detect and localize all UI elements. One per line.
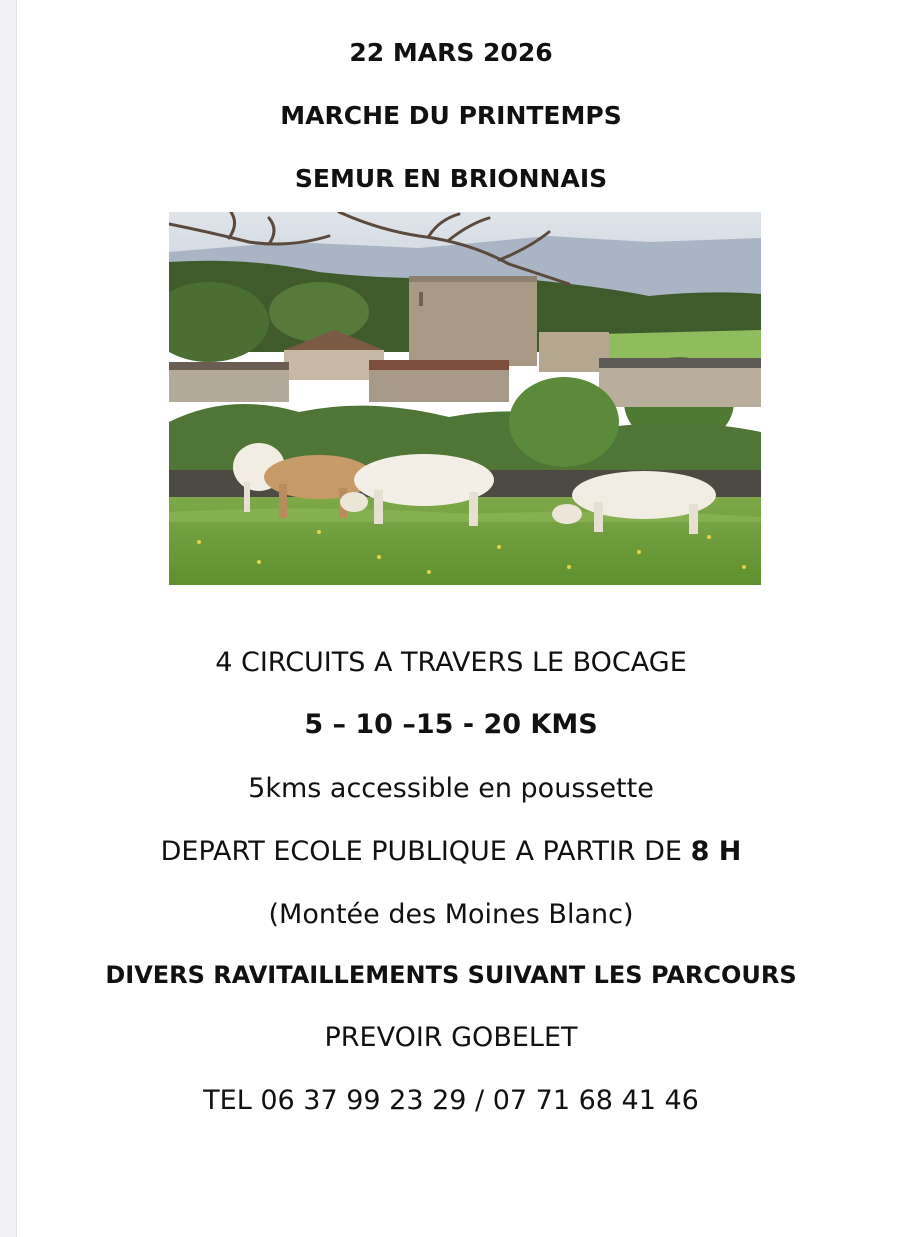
supplies-line: DIVERS RAVITAILLEMENTS SUIVANT LES PARCOURS (105, 961, 797, 989)
event-title: MARCHE DU PRINTEMPS (280, 101, 622, 130)
flyer-page (16, 0, 900, 1237)
landscape-photo (169, 212, 761, 585)
phone-line: TEL 06 37 99 23 29 / 07 71 68 41 46 (203, 1085, 699, 1116)
event-date: 22 MARS 2026 (349, 38, 553, 67)
departure-line (1, 836, 900, 867)
event-location: SEMUR EN BRIONNAIS (294, 164, 608, 193)
stroller-line: 5kms accessible en poussette (248, 773, 654, 804)
distances-line: 5 – 10 –15 - 20 KMS (304, 709, 598, 740)
departure-text: DEPART ECOLE PUBLIQUE A PARTIR DE (160, 836, 691, 867)
departure-time: 8 H (690, 836, 742, 867)
circuits-line: 4 CIRCUITS A TRAVERS LE BOCAGE (215, 647, 687, 678)
location-line: (Montée des Moines Blanc) (268, 899, 634, 930)
cup-line: PREVOIR GOBELET (324, 1022, 578, 1053)
